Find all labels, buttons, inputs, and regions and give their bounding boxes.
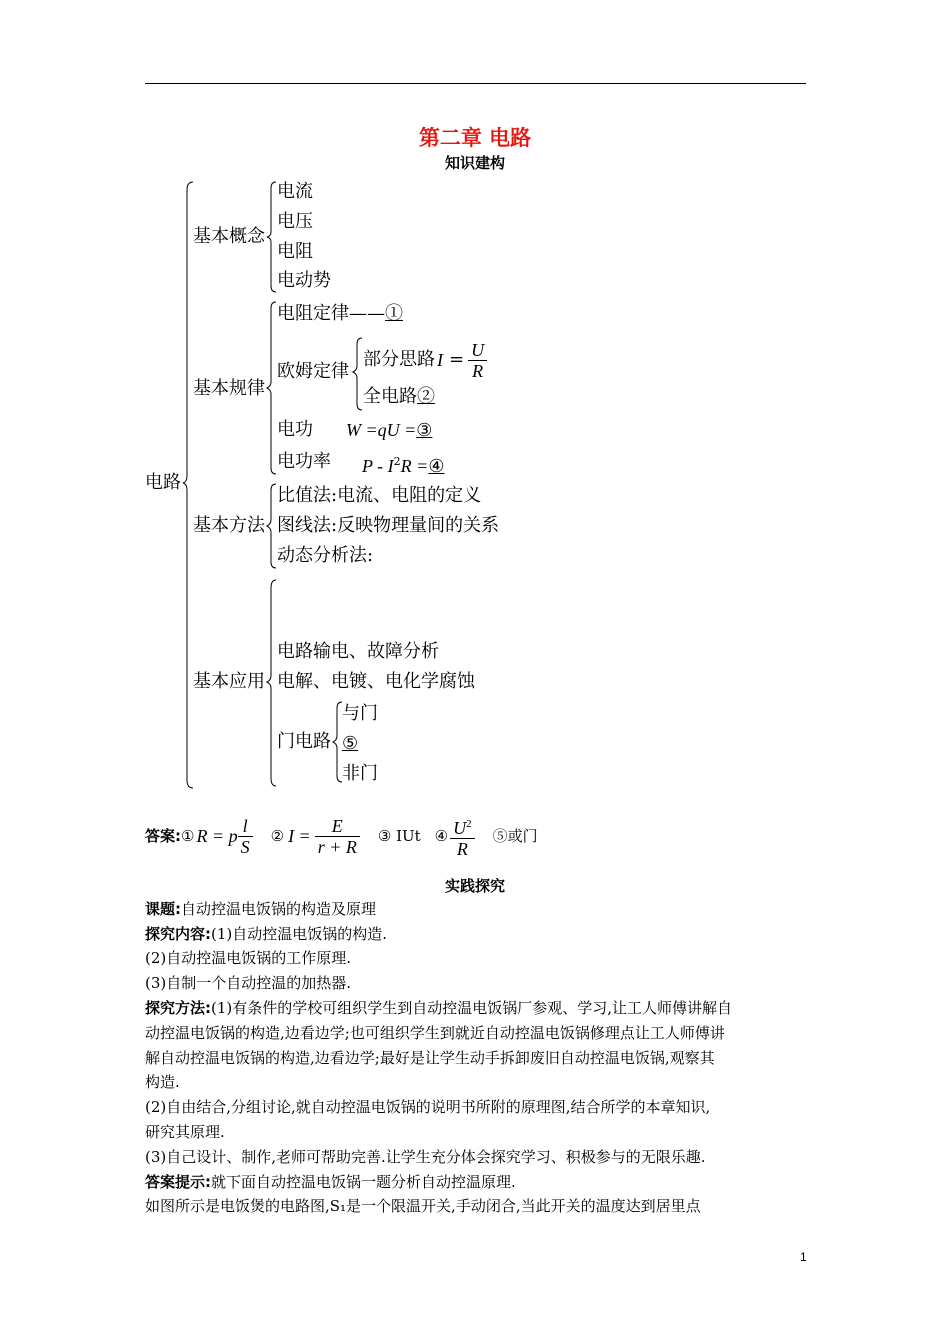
answers-label: 答案: (145, 827, 181, 845)
answer-4-mark: ④ (434, 827, 449, 845)
method-line-6: 研究其原理. (145, 1123, 225, 1141)
method-line-3: 解自动控温电饭锅的构造,边看边学;最好是让学生动手拆卸废旧自动控温电饭锅,观察其 (145, 1049, 715, 1067)
content-label: 探究内容: (145, 925, 211, 943)
hint-label: 答案提示: (145, 1173, 211, 1191)
answer-2-mark: ② (270, 827, 285, 845)
topic-line (145, 897, 376, 921)
laws-label: 基本规律 (193, 378, 265, 399)
content-text-1: (1)自动控温电饭锅的构造. (211, 925, 388, 943)
gate-label: 门电路 (277, 731, 331, 752)
method-item: 比值法:电流、电阻的定义 (277, 485, 482, 506)
method-line-7: (3)自己设计、制作,老师可帮助完善.让学生充分体会探究学习、积极参与的无限乐趣. (145, 1148, 706, 1166)
work-formula-text: W =qU = (346, 420, 417, 440)
ohm-full-mark: ② (417, 386, 435, 407)
content-line-1 (145, 922, 387, 946)
ohm-law-label: 欧姆定律 (277, 361, 349, 382)
power-label: 电功率 (277, 451, 331, 472)
ohm-part-den: R (472, 360, 484, 381)
application-item: 电路输电、故障分析 (277, 641, 439, 662)
ohm-full-text: 全电路 (363, 386, 417, 407)
answer-2-num: E (315, 816, 360, 837)
concepts-label: 基本概念 (193, 226, 265, 247)
power-formula-a: P - I (362, 456, 394, 476)
answer-2-den: r + R (317, 836, 357, 857)
content-line-2: (2)自动控温电饭锅的工作原理. (145, 949, 352, 967)
method-1-l1: (1)有条件的学校可组织学生到自动控温电饭锅厂参观、学习,让工人师傅讲解自 (211, 999, 733, 1017)
answer-4-sup: 2 (466, 817, 472, 830)
concept-item: 电压 (277, 211, 313, 232)
answer-1-mark: ① (181, 827, 195, 845)
power-formula-b: R = (400, 456, 429, 476)
answer-3: ③ IUt (377, 827, 421, 845)
concept-item: 电流 (277, 181, 313, 202)
work-formula (346, 419, 432, 442)
tree-root: 电路 (145, 472, 181, 493)
concept-item: 电动势 (277, 270, 331, 291)
power-formula (362, 451, 444, 478)
answer-1-num: l (238, 816, 253, 837)
page-number: 1 (800, 1250, 807, 1264)
method-line-1 (145, 996, 732, 1020)
hint-line (145, 1170, 516, 1194)
answer-1-fraction (238, 816, 253, 857)
hint-text: 就下面自动控温电饭锅一题分析自动控温原理. (211, 1173, 516, 1191)
last-line: 如图所示是电饭煲的电路图,S₁是一个限温开关,手动闭合,当此开关的温度达到居里点 (145, 1197, 701, 1215)
power-mark: ④ (428, 456, 445, 477)
ohm-part-num: U (468, 340, 487, 361)
answer-1-den: S (240, 836, 250, 857)
method-item: 图线法:反映物理量间的关系 (277, 515, 500, 536)
chapter-title: 第二章 电路 (418, 126, 532, 150)
answer-2-lhs: I = (288, 826, 311, 846)
answer-4-num-base: U (453, 817, 467, 838)
method-line-5: (2)自由结合,分组讨论,就自动控温电饭锅的说明书所附的原理图,结合所学的本章知识, (145, 1098, 711, 1116)
ohm-part-fraction (468, 340, 487, 381)
methods-label: 基本方法 (193, 515, 265, 536)
answer-4-fraction (450, 814, 475, 859)
ohm-part-text: 部分思路 (363, 349, 435, 370)
answer-4-num (450, 814, 475, 839)
practice-heading: 实践探究 (444, 877, 505, 895)
work-mark: ③ (416, 420, 433, 441)
power-formula-sup: 2 (393, 455, 401, 468)
content-line-3: (3)自制一个自动控温的加热器. (145, 974, 352, 992)
application-item: 电解、电镀、电化学腐蚀 (277, 671, 475, 692)
resistance-law-mark: ① (385, 303, 403, 324)
method-line-2: 动控温电饭锅的构造,边看边学;也可组织学生到就近自动控温电饭锅修理点让工人师傅讲 (145, 1024, 725, 1042)
answer-2-fraction (315, 816, 360, 857)
method-item: 动态分析法: (277, 545, 374, 566)
work-label: 电功 (277, 419, 313, 440)
ohm-part-eq: = (449, 349, 465, 370)
method-label: 探究方法: (145, 999, 211, 1017)
ohm-full (363, 386, 435, 408)
section-title: 知识建构 (444, 154, 505, 172)
ohm-part (363, 336, 487, 384)
answers-row (145, 812, 538, 860)
answer-5: ⑤或门 (492, 827, 538, 845)
method-line-4: 构造. (145, 1073, 180, 1091)
answer-4-den: R (456, 838, 468, 859)
answer-1-lhs: R = p (196, 826, 238, 846)
ohm-part-var: I (437, 350, 443, 370)
topic-label: 课题: (145, 900, 181, 918)
gate-item: ⑤ (342, 733, 359, 754)
concept-item: 电阻 (277, 241, 313, 262)
resistance-law (277, 303, 403, 325)
topic-text: 自动控温电饭锅的构造及原理 (181, 900, 377, 918)
applications-label: 基本应用 (193, 671, 265, 692)
resistance-law-text: 电阻定律—— (277, 303, 385, 324)
gate-item: 非门 (342, 763, 378, 784)
gate-item: 与门 (342, 703, 378, 724)
